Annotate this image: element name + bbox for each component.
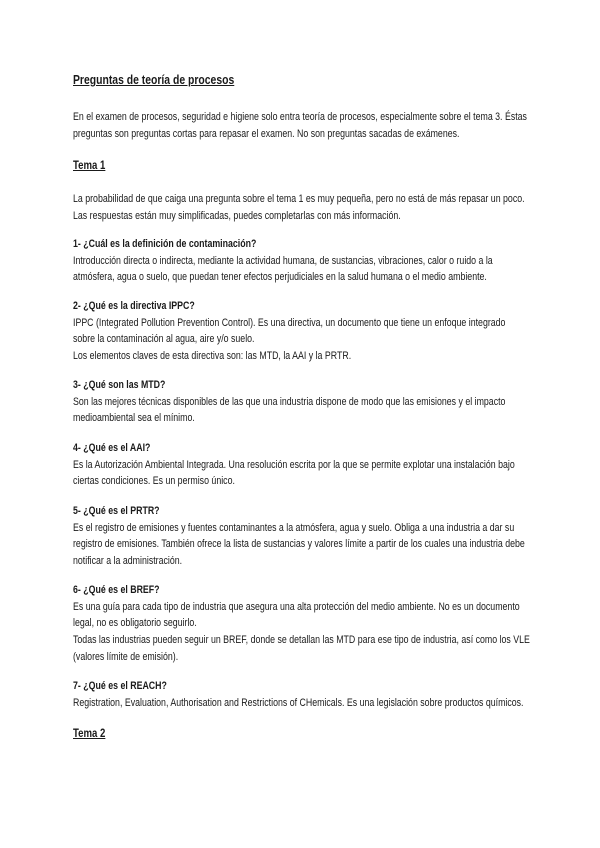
answer-line: notificar a la administración. [73,555,183,568]
answer-line: legal, no es obligatorio seguirlo. [73,617,197,630]
tema1-heading: Tema 1 [73,158,106,172]
question-block [73,440,600,490]
page-title: Preguntas de teoría de procesos [73,72,235,87]
question-block [73,503,600,570]
answer-line: registro de emisiones. También ofrece la lista de sustancias y valores límite a partir de los cuales una industria debe [73,538,525,551]
answer-line: sobre la contaminación al agua, aire y/o suelo. [73,333,255,346]
answer-line: Los elementos claves de esta directiva son: las MTD, la AAI y la PRTR. [73,350,352,363]
tema2-heading: Tema 2 [73,726,106,740]
question-heading: 2- ¿Qué es la directiva IPPC? [73,300,195,312]
intro-paragraph: En el examen de procesos, seguridad e higiene solo entra teoría de procesos, especialmente sobre el tema 3. Éstas preguntas son preguntas cortas para repasar el examen. No son preguntas sacadas de exámenes. [73,111,527,140]
tema1-intro: La probabilidad de que caiga una pregunta sobre el tema 1 es muy pequeña, pero no está de más repasar un poco. Las respuestas están muy simplificadas, puedes completarlas con más información. [73,193,525,222]
answer-line: (valores límite de emisión). [73,650,179,663]
question-heading: 4- ¿Qué es el AAI? [73,442,151,454]
answer-line: Es el registro de emisiones y fuentes contaminantes a la atmósfera, agua y suelo. Obliga a una industria a dar su [73,521,515,534]
question-heading: 7- ¿Qué es el REACH? [73,680,167,692]
question-block [73,377,600,427]
answer-line: Introducción directa o indirecta, mediante la actividad humana, de sustancias, vibraciones, calor o ruido a la [73,254,493,267]
question-block [73,582,600,665]
answer-line: Es la Autorización Ambiental Integrada. Una resolución escrita por la que se permite explotar una instalación bajo [73,458,515,471]
answer-line: atmósfera, agua o suelo, que puedan tener efectos perjudiciales en la salud humana o el medio ambiente. [73,271,487,284]
answer-line: Es una guía para cada tipo de industria que asegura una alta protección del medio ambiente. No es un documento [73,600,520,613]
answer-line: medioambiental sea el mínimo. [73,412,195,425]
answer-line: Todas las industrias pueden seguir un BREF, donde se detallan las MTD para ese tipo de industria, así como los VLE [73,634,530,647]
question-heading: 5- ¿Qué es el PRTR? [73,505,160,517]
answer-line: ciertas condiciones. Es un permiso único. [73,475,235,488]
question-heading: 1- ¿Cuál es la definición de contaminación? [73,238,257,250]
answer-line: Registration, Evaluation, Authorisation and Restrictions of CHemicals. Es una legislación sobre productos químicos. [73,696,524,709]
answer-line: IPPC (Integrated Pollution Prevention Control). Es una directiva, un documento que tiene un enfoque integrado [73,316,506,329]
question-block [73,236,600,286]
question-heading: 6- ¿Qué es el BREF? [73,584,160,596]
answer-line: Son las mejores técnicas disponibles de las que una industria dispone de modo que las emisiones y el impacto [73,395,506,408]
question-block [73,298,600,365]
question-block [73,678,600,711]
question-heading: 3- ¿Qué son las MTD? [73,379,166,391]
